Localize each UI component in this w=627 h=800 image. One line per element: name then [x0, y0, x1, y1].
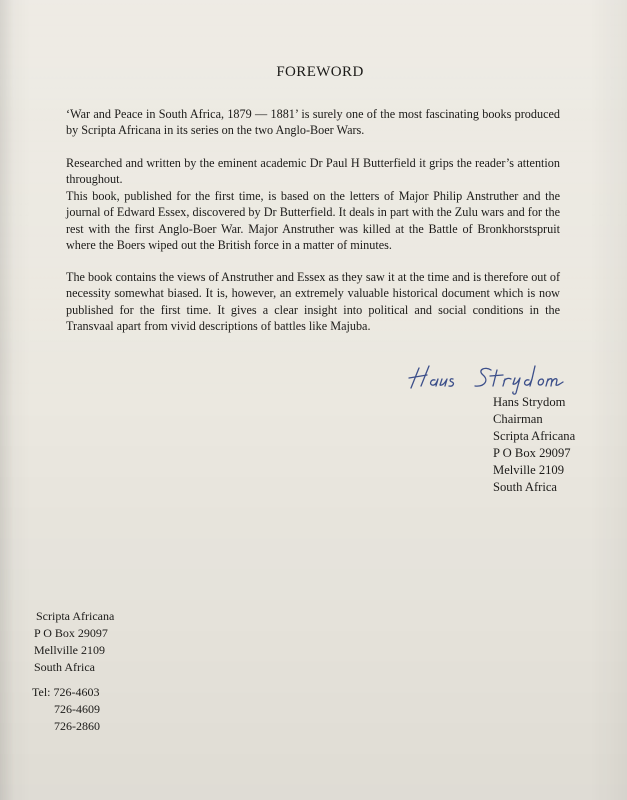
telephone-number: 726-2860: [54, 719, 100, 733]
signatory-block: [493, 394, 575, 496]
signatory-city: Melville 2109: [493, 463, 565, 477]
signatory-po-box: P O Box 29097: [493, 446, 571, 460]
telephone-label: Tel:: [32, 685, 51, 699]
foreword-paragraph-2: Researched and written by the eminent academic Dr Paul H Butterfield it grips the reader’s attention throughout.: [66, 156, 560, 187]
telephone-number: 726-4603: [53, 685, 100, 699]
address-city: Mellville 2109: [34, 643, 105, 657]
foreword-paragraph-4: The book contains the views of Anstruther and Essex as they saw it at the time and is therefore out of necessity somewhat biased. It is, however, an extremely valuable historical document which is now published for the first time. It gives a clear insight into political and social conditions in the Transvaal apart from vivid descriptions of battles like Majuba.: [66, 270, 560, 333]
signatory-name: Hans Strydom: [493, 395, 566, 409]
foreword-paragraph-3: This book, published for the first time, is based on the letters of Major Philip Anstruther and the journal of Edward Essex, discovered by Dr Butterfield. It deals in part with the Zulu wars and for the rest with the first Anglo-Boer War. Major Anstruther was killed at the Battle of Bronkhorstspruit where the Boers wiped out the British force in a matter of minutes.: [66, 189, 560, 252]
signatory-role: Chairman: [493, 412, 543, 426]
signatory-country: South Africa: [493, 480, 558, 494]
telephone-number: 726-4609: [54, 702, 100, 716]
foreword-paragraph-1: ‘War and Peace in South Africa, 1879 — 1881’ is surely one of the most fascinating books produced by Scripta Africana in its series on the two Anglo-Boer Wars.: [66, 107, 560, 138]
telephone-block: [32, 684, 100, 735]
signatory-organisation: Scripta Africana: [493, 429, 576, 443]
page-title: FOREWORD: [276, 64, 364, 80]
address-po-box: P O Box 29097: [34, 626, 108, 640]
handwritten-signature: [405, 360, 605, 396]
address-organisation: Scripta Africana: [36, 609, 115, 623]
publisher-address: [34, 608, 114, 676]
address-country: South Africa: [34, 660, 95, 674]
